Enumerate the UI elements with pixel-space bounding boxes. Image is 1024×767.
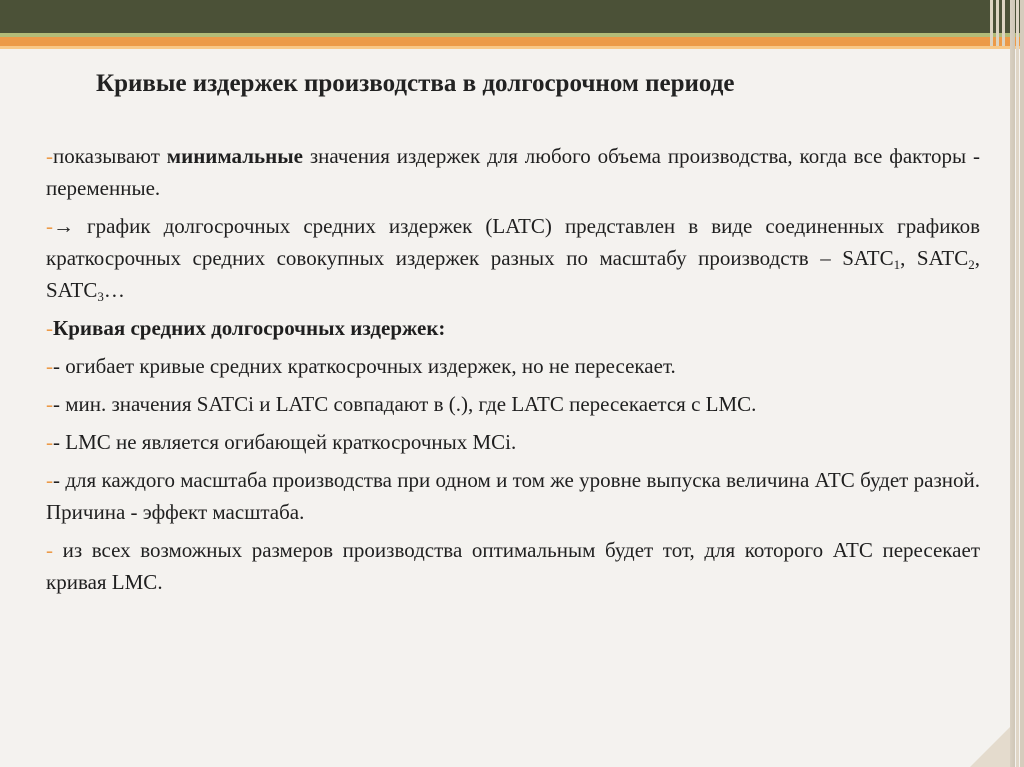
corner-decoration [970,727,1010,767]
header-line [996,0,999,46]
border-band [1016,0,1019,767]
paragraph-text: - огибает кривые средних краткосрочных издержек, но не пересекает. [53,354,676,378]
paragraph-optimal [46,534,980,598]
paragraph-text: - LMC не является огибающей краткосрочных MCi. [53,430,517,454]
bullet-marker: - [46,538,53,562]
paragraph-text: показывают [53,144,167,168]
header-stripe-light [0,46,1024,49]
slide-title: Кривые издержек производства в долгосрочном периоде [96,70,735,97]
right-border-decoration [1010,0,1024,767]
paragraph-text: , SATC [900,246,969,270]
paragraph-min-values [46,388,980,420]
paragraph-scale [46,464,980,528]
bullet-marker: - [46,214,53,238]
subscript: 1 [893,257,901,272]
emphasis-text: Кривая средних долгосрочных издержек: [53,316,446,340]
bullet-marker: - [46,316,53,340]
paragraph-text: → график долгосрочных средних издержек (LATC) представлен в виде соединенных графиков краткосрочных средних совокупных издержек разных по масштабу производств – SATC [46,214,980,270]
paragraph-curve-heading [46,312,980,344]
paragraph-text: … [103,278,125,302]
emphasis-text: минимальные [166,144,303,168]
bullet-marker: - [46,144,53,168]
bullet-marker: - [46,354,53,378]
paragraph-minimal-values [46,140,980,204]
bullet-marker: - [46,468,53,492]
bullet-marker: - [46,392,53,416]
border-band [1010,0,1015,767]
paragraph-text: , SATC [46,246,981,302]
paragraph-latc-graph [46,210,980,306]
subscript: 2 [968,257,975,272]
paragraph-lmc [46,426,980,458]
header-line [990,0,993,46]
paragraph-text: значения издержек для любого объема производства, когда все факторы - переменные. [46,144,980,200]
header-stripe-orange [0,37,1024,46]
bullet-marker: - [46,430,53,454]
header-line [1002,0,1005,46]
subscript: 3 [97,289,104,304]
paragraph-text: из всех возможных размеров производства оптимальным будет тот, для которого АТС пересекает кривая LMC. [46,538,980,594]
border-band [1020,0,1024,767]
paragraph-text: - мин. значения SATCi и LATC совпадают в (.), где LATC пересекается с LMC. [53,392,757,416]
paragraph-text: - для каждого масштаба производства при одном и том же уровне выпуска величина АТС будет разной. Причина - эффект масштаба. [46,468,980,524]
header-bar [0,0,1024,33]
paragraph-envelope [46,350,980,382]
slide-body [46,140,980,604]
